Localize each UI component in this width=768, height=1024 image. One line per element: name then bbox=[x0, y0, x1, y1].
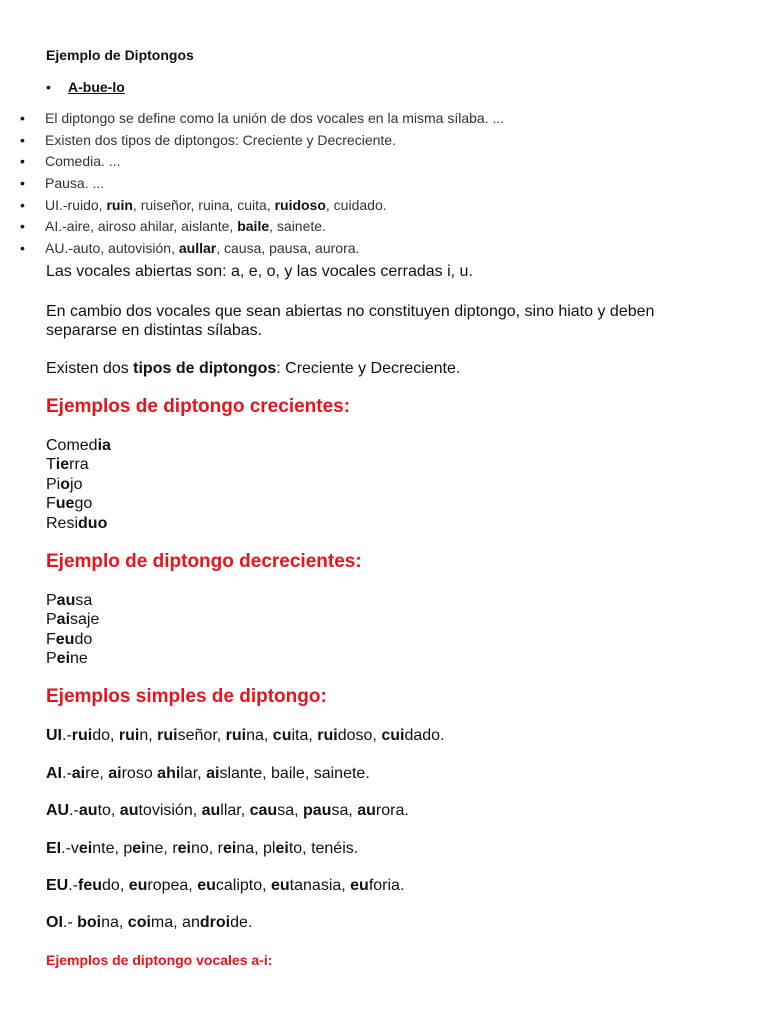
bold-segment: cau bbox=[249, 802, 278, 819]
text-segment: , cuidado. bbox=[325, 196, 387, 213]
text-segment: tovisión, bbox=[138, 802, 202, 819]
list-item bbox=[46, 436, 111, 455]
list-item bbox=[20, 173, 504, 195]
text-segment: de. bbox=[230, 914, 253, 931]
list-item bbox=[20, 195, 504, 217]
bold-segment: AU bbox=[46, 802, 70, 819]
text-segment: na, bbox=[246, 727, 273, 744]
bullet-dot: • bbox=[46, 79, 51, 95]
bullet-dot: • bbox=[20, 175, 25, 192]
list-item-text bbox=[45, 175, 104, 191]
text-segment: saje bbox=[70, 611, 100, 629]
text-segment: nte, p bbox=[92, 840, 133, 857]
bold-segment: EU bbox=[46, 877, 69, 894]
list-item bbox=[46, 455, 111, 474]
text-segment: Comed bbox=[46, 437, 98, 454]
text-segment: UI.-ruido, bbox=[45, 196, 107, 213]
text-segment: ne, r bbox=[145, 840, 178, 857]
bold-segment: eu bbox=[350, 877, 369, 894]
bold-segment: AI bbox=[46, 765, 62, 782]
bold-segment: EI bbox=[46, 840, 62, 857]
text-segment: ne bbox=[70, 650, 88, 668]
paragraph-tipos bbox=[46, 359, 726, 378]
document-title: Ejemplo de Diptongos bbox=[46, 47, 194, 63]
list-item bbox=[20, 216, 504, 238]
text-segment: llar, bbox=[220, 802, 250, 819]
text-segment: sa bbox=[75, 592, 93, 609]
bold-segment: rui bbox=[118, 727, 140, 744]
bold-segment: eu bbox=[128, 877, 148, 894]
text-segment: : Creciente y Decreciente. bbox=[276, 360, 461, 377]
heading-crecientes: Ejemplos de diptongo crecientes: bbox=[46, 396, 351, 417]
text-segment: sa, bbox=[331, 802, 358, 819]
text-segment: P bbox=[46, 592, 57, 609]
list-item bbox=[20, 108, 504, 130]
bold-segment: ei bbox=[56, 650, 71, 668]
bullet-dot: • bbox=[20, 110, 25, 126]
bold-segment: ai bbox=[56, 611, 71, 629]
bold-segment: au bbox=[357, 802, 376, 819]
text-segment: .- bbox=[62, 765, 72, 782]
text-segment: dado. bbox=[404, 727, 445, 744]
text-segment: doso, bbox=[337, 727, 382, 744]
bold-segment: droi bbox=[199, 914, 231, 931]
bold-segment: rui bbox=[157, 727, 178, 744]
text-segment: to, bbox=[97, 802, 120, 819]
example-ei bbox=[46, 839, 358, 859]
crecientes-list bbox=[46, 436, 111, 533]
text-segment: do, bbox=[102, 877, 129, 894]
text-segment: AI.-aire, airoso ahilar, aislante, bbox=[45, 218, 238, 235]
heading-decrecientes: Ejemplo de diptongo decrecientes: bbox=[46, 551, 362, 572]
list-item-text bbox=[45, 218, 326, 234]
bold-segment: aullar bbox=[178, 240, 217, 257]
text-segment: no, r bbox=[190, 840, 223, 857]
bold-segment: ei bbox=[78, 840, 93, 857]
text-segment: Comedia. ... bbox=[45, 153, 121, 170]
bold-segment: baile bbox=[237, 218, 270, 235]
bold-segment: ei bbox=[275, 840, 289, 857]
list-item-text bbox=[45, 197, 387, 213]
bold-segment: ia bbox=[97, 437, 111, 454]
bold-segment: ai bbox=[108, 765, 122, 782]
list-item-text bbox=[45, 110, 504, 126]
bold-segment: ei bbox=[132, 840, 146, 857]
text-segment: , ruiseñor, ruina, cuita, bbox=[132, 196, 275, 213]
list-item bbox=[46, 494, 111, 513]
bold-segment: o bbox=[60, 475, 71, 493]
example-ai bbox=[46, 764, 370, 784]
text-segment: .-v bbox=[61, 840, 79, 857]
text-segment: go bbox=[74, 495, 93, 513]
text-segment: ma, an bbox=[150, 914, 200, 931]
bold-segment: ie bbox=[55, 456, 70, 474]
bold-segment: ai bbox=[206, 765, 220, 782]
bold-segment: au bbox=[201, 802, 221, 819]
text-segment: do, bbox=[92, 727, 119, 744]
text-segment: Existen dos bbox=[46, 360, 134, 377]
text-segment: re, bbox=[85, 765, 109, 782]
paragraph-hiato: En cambio dos vocales que sean abiertas no constituyen diptongo, sino hiato y deben separarse en distintas sílabas. bbox=[46, 303, 655, 339]
text-segment: F bbox=[46, 630, 56, 648]
bold-segment: feu bbox=[78, 877, 103, 894]
bold-segment: coi bbox=[127, 914, 151, 931]
text-segment: sa, bbox=[277, 802, 303, 819]
text-segment: tanasia, bbox=[289, 877, 351, 894]
bold-segment: rui bbox=[71, 727, 93, 744]
text-segment: .- bbox=[68, 877, 79, 894]
text-segment: calipto, bbox=[215, 877, 271, 894]
bold-segment: duo bbox=[78, 514, 108, 532]
example-ui bbox=[46, 726, 444, 746]
list-item bbox=[46, 514, 111, 533]
text-segment: n, bbox=[139, 727, 158, 744]
list-item-text bbox=[45, 240, 359, 256]
bold-segment: ei bbox=[177, 840, 191, 857]
text-segment: rora. bbox=[375, 802, 409, 819]
text-segment: rra bbox=[69, 456, 89, 474]
heading-simples: Ejemplos simples de diptongo: bbox=[46, 686, 327, 707]
abuelo-word: A-bue-lo bbox=[68, 79, 125, 95]
bold-segment: au bbox=[56, 592, 76, 609]
list-item-text bbox=[45, 132, 396, 148]
text-segment: na, pl bbox=[236, 840, 276, 857]
bold-segment: OI bbox=[46, 914, 63, 931]
bullet-dot: • bbox=[20, 196, 25, 213]
bold-segment: ruidoso bbox=[274, 196, 326, 213]
bullet-dot: • bbox=[20, 218, 25, 235]
list-item bbox=[20, 151, 504, 173]
bold-segment: pau bbox=[303, 802, 332, 819]
bullet-dot: • bbox=[20, 240, 25, 257]
text-segment: ropea, bbox=[147, 877, 198, 894]
text-segment: na, bbox=[101, 914, 128, 931]
paragraph-vocales: Las vocales abiertas son: a, e, o, y las vocales cerradas i, u. bbox=[46, 263, 473, 280]
text-segment: jo bbox=[70, 475, 83, 493]
bold-segment: ruin bbox=[106, 196, 133, 213]
bold-segment: eu bbox=[55, 630, 75, 648]
bold-segment: rui bbox=[317, 727, 338, 744]
list-item bbox=[46, 475, 111, 494]
text-segment: to, tenéis. bbox=[288, 840, 359, 857]
text-segment: roso bbox=[121, 765, 158, 782]
text-segment: P bbox=[46, 650, 57, 668]
bold-segment: tipos de diptongos bbox=[133, 360, 277, 377]
bold-segment: au bbox=[119, 802, 139, 819]
example-eu bbox=[46, 876, 404, 896]
text-segment: slante, baile, sainete. bbox=[219, 765, 370, 782]
bold-segment: au bbox=[78, 802, 98, 819]
text-segment: .- bbox=[69, 802, 79, 819]
bold-segment: ai bbox=[71, 765, 86, 782]
text-segment: P bbox=[46, 611, 57, 629]
list-item bbox=[46, 630, 99, 649]
bold-segment: cui bbox=[381, 727, 405, 744]
heading-ai: Ejemplos de diptongo vocales a-i: bbox=[46, 952, 273, 968]
text-segment: Pi bbox=[46, 475, 61, 493]
definition-bullet-list bbox=[20, 108, 504, 260]
list-item bbox=[46, 591, 99, 610]
text-segment: Resi bbox=[46, 514, 79, 532]
bold-segment: ahi bbox=[157, 765, 181, 782]
example-oi bbox=[46, 913, 252, 933]
bullet-dot: • bbox=[20, 153, 25, 170]
text-segment: Pausa. ... bbox=[45, 175, 105, 192]
abuelo-list-item bbox=[46, 78, 125, 96]
text-segment: F bbox=[46, 495, 56, 513]
bold-segment: ue bbox=[55, 495, 75, 513]
bold-segment: ei bbox=[223, 840, 237, 857]
bold-segment: eu bbox=[271, 877, 290, 894]
bold-segment: boi bbox=[77, 914, 102, 931]
text-segment: foria. bbox=[368, 877, 405, 894]
bullet-dot: • bbox=[20, 131, 25, 148]
text-segment: señor, bbox=[177, 727, 226, 744]
text-segment: do bbox=[74, 630, 93, 648]
bold-segment: rui bbox=[225, 727, 247, 744]
text-segment: AU.-auto, autovisión, bbox=[45, 240, 179, 257]
list-item bbox=[20, 130, 504, 152]
list-item bbox=[20, 238, 504, 260]
text-segment: Existen dos tipos de diptongos: Creciente y Decreciente. bbox=[45, 131, 396, 148]
text-segment: T bbox=[46, 456, 56, 474]
text-segment: El diptongo se define como la unión de dos vocales en la misma sílaba. ... bbox=[45, 110, 505, 126]
example-au bbox=[46, 801, 409, 821]
text-segment: ita, bbox=[291, 727, 318, 744]
list-item bbox=[46, 610, 99, 629]
text-segment: .- bbox=[62, 914, 78, 931]
bold-segment: eu bbox=[197, 877, 216, 894]
list-item-text bbox=[45, 153, 120, 169]
text-segment: lar, bbox=[180, 765, 207, 782]
list-item bbox=[46, 649, 99, 668]
bold-segment: UI bbox=[46, 727, 62, 744]
text-segment: .- bbox=[62, 727, 72, 744]
decrecientes-list bbox=[46, 591, 99, 669]
bold-segment: cu bbox=[272, 727, 292, 744]
text-segment: , sainete. bbox=[269, 218, 326, 235]
text-segment: , causa, pausa, aurora. bbox=[216, 240, 360, 257]
